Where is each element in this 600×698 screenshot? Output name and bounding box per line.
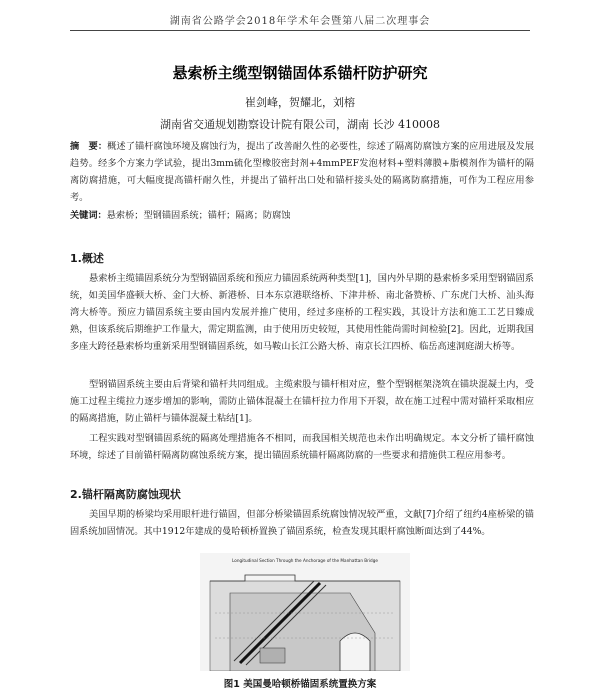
figure-caption: 图1 美国曼哈顿桥锚固系统置换方案 (223, 679, 377, 690)
paper-title: 悬索桥主缆型钢锚固体系锚杆防护研究 (172, 64, 428, 82)
running-header: 湖南省公路学会2018年学术年会暨第八届二次理事会 (169, 16, 431, 27)
keywords-label: 关键词： (70, 210, 107, 221)
paragraph: 悬索桥主缆锚固系统分为型钢锚固系统和预应力锚固系统两种类型[1]，国内外早期的悬索桥多采用型钢锚固系统，如美国华盛顿大桥、金门大桥、新港桥、日本东京港联络桥、下津井桥、南北备赞桥、广东虎门大桥、汕头海湾大桥等。预应力锚固系统主要由国内发展并推广使用，经过多座桥的工程实践，其设计方法和施工工艺日臻成熟，但该系统后期维护工作量大，需定期监测，由于使用历史较短，其使用性能尚需时间检验[2]。因此，近期我国多座大跨径悬索桥均重新采用型钢锚固系统，如马鞍山长江公路大桥、南京长江四桥、临岳高速洞庭湖大桥等。 (70, 273, 534, 352)
paragraph: 工程实践对型钢锚固系统的隔离处理措施各不相同，而我国相关规范也未作出明确规定。本文分析了锚杆腐蚀环境，综述了目前锚杆隔离防腐蚀系统方案，提出锚固系统锚杆隔离防腐的一些要求和措施供工程应用参考。 (70, 433, 534, 461)
authors: 崔剑峰，贺耀北，刘榕 (245, 96, 355, 109)
section-heading-overview: 1.概述 (70, 252, 104, 265)
figure-anchorage-section (200, 553, 410, 671)
keywords (70, 208, 534, 224)
header-rule (70, 30, 530, 31)
anchorage-drawing (200, 553, 410, 671)
abstract-text: 概述了锚杆腐蚀环境及腐蚀行为，提出了改善耐久性的必要性，综述了隔离防腐蚀方案的应用进展及发展趋势。经多个方案力学试验，提出3mm硫化型橡胶密封剂+4mmPEF发泡材料+塑料薄膜+脂模剂作为锚杆的隔离防腐措施，可大幅度提高锚杆耐久性，并提出了锚杆出口处和锚杆接头处的隔离防腐措施，可作为工程应用参考。 (70, 141, 535, 203)
section-heading-status: 2.锚杆隔离防腐蚀现状 (70, 488, 181, 501)
paragraph: 型钢锚固系统主要由后背梁和锚杆共同组成。主缆索股与锚杆相对应，整个型钢框架浇筑在锚块混凝土内，受施工过程主缆拉力逐步增加的影响，需防止锚体混凝土在锚杆拉力作用下开裂，故在施工过程中需对锚杆采取相应的隔离措施，防止锚杆与锚体混凝土粘结[1]。 (70, 379, 534, 424)
keywords-text: 悬索桥；型钢锚固系统；锚杆；隔离；防腐蚀 (106, 210, 291, 221)
paragraph: 美国早期的桥梁均采用眼杆进行锚固，但部分桥梁锚固系统腐蚀情况较严重，文献[7]介绍了纽约4座桥梁的锚固系统加固情况。其中1912年建成的曼哈顿桥置换了锚固系统，检查发现其眼杆腐蚀断面达到了44%。 (70, 509, 534, 537)
abstract (70, 138, 534, 206)
abstract-label: 摘 要： (70, 141, 108, 152)
figure-inset-caption: Longitudinal Section Through the Anchorage of the Manhattan Bridge (232, 558, 378, 563)
affiliation: 湖南省交通规划勘察设计院有限公司，湖南 长沙 410008 (160, 118, 440, 131)
